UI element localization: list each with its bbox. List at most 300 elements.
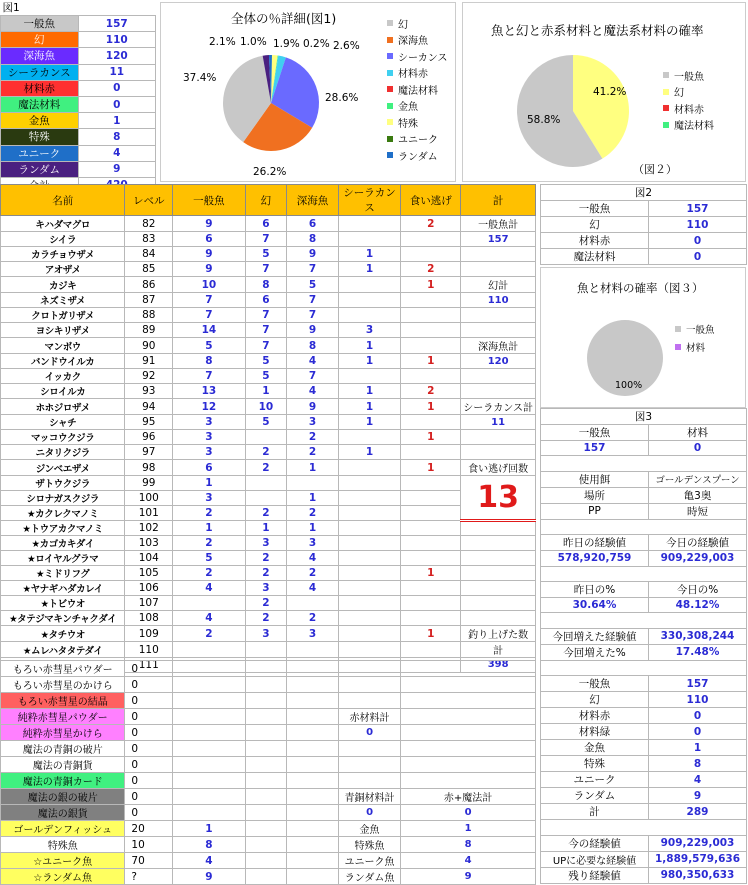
fish-cell (338, 277, 400, 293)
fish-cell: 1 (401, 399, 461, 415)
info-row (541, 471, 747, 487)
legend-swatch (387, 37, 393, 43)
fish-cell: 12 (173, 399, 246, 415)
fish-cell (338, 293, 400, 308)
info-cell: 1 (649, 740, 747, 756)
info-row (541, 708, 747, 724)
summary-value: 110 (78, 32, 156, 48)
table-row (1, 415, 536, 430)
material-name: ☆ランダム魚 (1, 869, 125, 885)
info-cell: 昨日の% (541, 581, 649, 597)
material-level: 0 (125, 805, 173, 821)
fish-name: ★ロイヤルグラマ (1, 551, 125, 566)
fish-cell: 7 (245, 323, 286, 338)
fish-cell: 1 (287, 521, 339, 536)
fish-cell: 1 (338, 262, 400, 277)
fish-name: シロナガスクジラ (1, 491, 125, 506)
material-cell (287, 677, 339, 693)
legend-label: 一般魚 (674, 71, 704, 83)
material-total: 青銅材料計 (338, 789, 400, 805)
table-row (1, 491, 536, 506)
summary-header-row (1, 0, 156, 16)
summary-value: 0 (78, 96, 156, 112)
fish-cell: 4 (287, 551, 339, 566)
fish-cell: 99 (125, 476, 173, 491)
fish-cell (338, 611, 400, 626)
legend-swatch (663, 105, 669, 111)
fish-cell: 7 (245, 338, 286, 354)
material-name: 魔法の青銅貨 (1, 757, 125, 773)
fish-cell (401, 551, 461, 566)
table-row (1, 626, 536, 642)
column-header: シーラカンス (338, 185, 400, 216)
fish-cell (401, 445, 461, 460)
fish-cell: 2 (287, 611, 339, 626)
material-total (338, 693, 400, 709)
fish-cell: 3 (287, 536, 339, 551)
fish-cell (338, 491, 400, 506)
info-cell: 材料緑 (541, 724, 649, 740)
fish-cell: 2 (401, 384, 461, 399)
fish-cell: 9 (287, 247, 339, 262)
fish-cell: 83 (125, 232, 173, 247)
fish-name: ザトウクジラ (1, 476, 125, 491)
fish-cell (338, 460, 400, 476)
material-row (1, 789, 536, 805)
material-cell (245, 757, 286, 773)
material-cell (245, 677, 286, 693)
fish-cell (401, 323, 461, 338)
fish-cell: 10 (245, 399, 286, 415)
fish-cell: 89 (125, 323, 173, 338)
material-row (1, 837, 536, 853)
fish-cell: 1 (401, 460, 461, 476)
fish-cell (338, 626, 400, 642)
fish-cell: 2 (245, 596, 286, 611)
table-row (1, 506, 536, 521)
fig2-label: 魔法材料 (541, 249, 649, 265)
fish-cell: 5 (245, 247, 286, 262)
material-total: 0 (338, 805, 400, 821)
fish-cell (338, 430, 400, 445)
fish-cell (338, 476, 400, 491)
fish-cell: 1 (338, 384, 400, 399)
info-cell: 今回増えた経験値 (541, 628, 649, 644)
fish-cell (401, 369, 461, 384)
material-cell (287, 725, 339, 741)
fig2-label: 材料赤 (541, 233, 649, 249)
fish-cell: 7 (173, 369, 246, 384)
fish-cell (245, 476, 286, 491)
legend-label: シーカンス (398, 52, 448, 64)
info-cell: 578,920,759 (541, 551, 649, 566)
info-cell (541, 820, 747, 835)
info-cell: 9 (649, 788, 747, 804)
fish-cell: 3 (245, 626, 286, 642)
fish-cell: 88 (125, 308, 173, 323)
legend-item (387, 147, 448, 164)
legend-item (387, 98, 448, 115)
total-cell (461, 611, 536, 626)
info-row (541, 804, 747, 820)
material-cell (287, 805, 339, 821)
fish-cell: 8 (173, 354, 246, 369)
fish-cell: 7 (173, 293, 246, 308)
info-cell: ゴールデンスプーン (649, 471, 747, 487)
chart3 (540, 267, 746, 408)
chart2 (462, 2, 746, 182)
fish-name: カジキ (1, 277, 125, 293)
total-cell (461, 536, 536, 551)
summary-value: 9 (78, 161, 156, 177)
material-total: 9 (401, 869, 536, 885)
material-row (1, 853, 536, 869)
total-cell: 一般魚計 (461, 216, 536, 232)
column-header: 幻 (245, 185, 286, 216)
chart2-caption: （図２） (633, 163, 677, 176)
legend-swatch (663, 89, 669, 95)
column-header: 食い逃げ (401, 185, 461, 216)
fish-cell: 111 (125, 658, 173, 673)
material-total (401, 661, 536, 677)
material-name: もろい赤彗星パウダー (1, 661, 125, 677)
fish-cell: 1 (338, 338, 400, 354)
material-level: 0 (125, 789, 173, 805)
chart1-title: 全体の％詳細(図1) (231, 11, 337, 26)
total-cell: 157 (461, 232, 536, 247)
info-cell: 材料 (649, 425, 747, 441)
fish-cell: 96 (125, 430, 173, 445)
fish-cell: 1 (338, 415, 400, 430)
legend-item (663, 117, 714, 134)
material-cell (245, 773, 286, 789)
column-header: 一般魚 (173, 185, 246, 216)
fig2-value: 0 (649, 249, 747, 265)
total-cell (461, 566, 536, 581)
fish-cell (401, 506, 461, 521)
total-cell (461, 308, 536, 323)
material-total: ランダム魚 (338, 869, 400, 885)
legend-label: 材料赤 (674, 104, 704, 116)
table-row (1, 551, 536, 566)
fish-cell (401, 476, 461, 491)
material-total: 0 (401, 805, 536, 821)
fish-cell: 94 (125, 399, 173, 415)
fish-cell: 1 (245, 521, 286, 536)
material-count (173, 757, 246, 773)
fish-cell (245, 642, 286, 658)
info-row (541, 566, 747, 581)
info-row (541, 456, 747, 471)
fish-name: クロトガリザメ (1, 308, 125, 323)
fish-cell: 6 (173, 460, 246, 476)
fish-cell: 102 (125, 521, 173, 536)
fish-cell: 1 (401, 277, 461, 293)
table-row (1, 460, 536, 476)
fish-cell: 7 (287, 308, 339, 323)
fish-name: ★カクレクマノミ (1, 506, 125, 521)
fish-cell: 6 (173, 232, 246, 247)
legend-swatch (387, 20, 393, 26)
fish-name: ★タチウオ (1, 626, 125, 642)
info-cell: ユニーク (541, 772, 649, 788)
fish-name: シロイルカ (1, 384, 125, 399)
material-total: 特殊魚 (338, 837, 400, 853)
material-row (1, 821, 536, 837)
material-cell (287, 853, 339, 869)
info-cell: UPに必要な経験値 (541, 851, 649, 867)
fig2-header: 図2 (541, 185, 747, 201)
pie-label: 28.6% (325, 92, 359, 104)
fish-cell (173, 596, 246, 611)
table-row (1, 384, 536, 399)
info-cell: 金魚 (541, 740, 649, 756)
info-cell: 昨日の経験値 (541, 535, 649, 551)
material-name: 魔法の青銅カード (1, 773, 125, 789)
fig2-header-row (541, 185, 747, 201)
info-row (541, 676, 747, 692)
material-name: ゴールデンフィッシュ (1, 821, 125, 837)
fish-cell: 2 (245, 551, 286, 566)
material-row (1, 709, 536, 725)
summary-table (0, 0, 156, 194)
fish-cell: 7 (287, 369, 339, 384)
material-name: 純粋赤彗星かけら (1, 725, 125, 741)
summary-label: シーラカンス (1, 64, 79, 80)
pie-label: 2.6% (333, 40, 360, 52)
fish-cell: 2 (173, 536, 246, 551)
material-count (173, 661, 246, 677)
summary-value: 11 (78, 64, 156, 80)
legend-label: 特殊 (398, 118, 418, 130)
fish-cell (401, 338, 461, 354)
summary-label: ランダム (1, 161, 79, 177)
info-row (541, 519, 747, 534)
material-cell (287, 757, 339, 773)
fig3-table (540, 408, 747, 884)
fish-cell (245, 430, 286, 445)
info-row (541, 835, 747, 851)
legend-item (387, 32, 448, 49)
info-row (541, 551, 747, 566)
material-total (401, 709, 536, 725)
fish-name: ヨシキリザメ (1, 323, 125, 338)
fish-cell: 2 (287, 430, 339, 445)
pie-label: 1.9% (273, 38, 300, 50)
material-level: 0 (125, 661, 173, 677)
material-row (1, 725, 536, 741)
summary-label: 金魚 (1, 113, 79, 129)
material-level: 70 (125, 853, 173, 869)
material-row (1, 757, 536, 773)
fish-cell (401, 581, 461, 596)
material-cell (245, 661, 286, 677)
fish-cell (338, 232, 400, 247)
fish-name: ニタリクジラ (1, 445, 125, 460)
fish-cell: 1 (401, 626, 461, 642)
material-total (338, 741, 400, 757)
fish-cell: 2 (401, 262, 461, 277)
fig2-table (540, 184, 747, 265)
material-count: 8 (173, 837, 246, 853)
fig2-value: 157 (649, 201, 747, 217)
info-cell: ランダム (541, 788, 649, 804)
material-row (1, 661, 536, 677)
fish-cell: 2 (245, 445, 286, 460)
material-total: 金魚 (338, 821, 400, 837)
table-row (1, 642, 536, 658)
legend-label: 魔法材料 (398, 85, 438, 97)
fish-cell (338, 596, 400, 611)
info-cell: 48.12% (649, 597, 747, 612)
summary-row (1, 32, 156, 48)
fish-name: バンドウイルカ (1, 354, 125, 369)
fish-cell: 4 (173, 581, 246, 596)
fish-cell: 2 (173, 626, 246, 642)
fish-cell: 85 (125, 262, 173, 277)
pie-label: 26.2% (253, 166, 287, 178)
info-row (541, 425, 747, 441)
fish-cell: 3 (245, 581, 286, 596)
legend-item (387, 81, 448, 98)
summary-header: 図1 (2, 2, 20, 14)
summary-row (1, 129, 156, 145)
table-row (1, 430, 536, 445)
fish-cell: 104 (125, 551, 173, 566)
chart3-title: 魚と材料の確率（図３） (577, 281, 704, 295)
info-cell: 909,229,003 (649, 835, 747, 851)
chart2-title: 魚と幻と赤系材料と魔法系材料の確率 (491, 23, 704, 38)
fish-cell: 109 (125, 626, 173, 642)
fish-cell (338, 521, 400, 536)
fish-cell: 2 (173, 566, 246, 581)
info-cell: 1,889,579,636 (649, 851, 747, 867)
info-cell: 亀3奥 (649, 487, 747, 503)
table-row (1, 566, 536, 581)
fish-cell: 1 (338, 445, 400, 460)
info-row (541, 487, 747, 503)
fish-cell (338, 308, 400, 323)
info-row (541, 660, 747, 675)
fish-cell: 5 (245, 369, 286, 384)
material-total (338, 773, 400, 789)
legend-item (387, 48, 448, 65)
fish-cell: 7 (173, 308, 246, 323)
fish-name: ★ヤナギハダカレイ (1, 581, 125, 596)
legend-item (663, 84, 714, 101)
material-cell (287, 661, 339, 677)
fish-cell: 1 (173, 476, 246, 491)
total-cell (461, 551, 536, 566)
material-level: 0 (125, 693, 173, 709)
info-cell (541, 519, 747, 534)
fish-cell: 86 (125, 277, 173, 293)
fish-cell: 7 (245, 308, 286, 323)
total-cell: 食い逃げ回数 (461, 460, 536, 476)
fig2-row (541, 217, 747, 233)
total-cell: 計 (461, 642, 536, 658)
info-row (541, 597, 747, 612)
info-row (541, 581, 747, 597)
fish-cell: 2 (401, 216, 461, 232)
fish-cell: 9 (173, 262, 246, 277)
table-row (1, 476, 536, 491)
fish-cell (401, 596, 461, 611)
fish-cell (401, 536, 461, 551)
fish-cell: 3 (173, 445, 246, 460)
info-row (541, 441, 747, 456)
info-cell: 一般魚 (541, 676, 649, 692)
material-cell (245, 853, 286, 869)
material-cell (245, 821, 286, 837)
fish-cell: 2 (245, 566, 286, 581)
fish-cell: 9 (173, 216, 246, 232)
material-name: 魔法の銀の破片 (1, 789, 125, 805)
fish-cell: 2 (173, 506, 246, 521)
total-cell (461, 369, 536, 384)
column-header: 深海魚 (287, 185, 339, 216)
fish-name: ★トウアカクマノミ (1, 521, 125, 536)
total-cell: 110 (461, 293, 536, 308)
summary-value: 4 (78, 145, 156, 161)
material-level: 0 (125, 741, 173, 757)
summary-value: 120 (78, 48, 156, 64)
material-total (401, 693, 536, 709)
info-cell: 今の経験値 (541, 835, 649, 851)
legend-item (675, 338, 715, 356)
table-row (1, 581, 536, 596)
material-count (173, 741, 246, 757)
info-cell: 一般魚 (541, 425, 649, 441)
fish-cell: 13 (173, 384, 246, 399)
material-total (401, 757, 536, 773)
legend-swatch (387, 103, 393, 109)
material-count (173, 693, 246, 709)
info-cell: 時短 (649, 503, 747, 519)
material-total (338, 757, 400, 773)
info-cell: 今回増えた% (541, 644, 649, 660)
fish-cell: 3 (287, 415, 339, 430)
fish-cell: 6 (287, 216, 339, 232)
fish-name: キハダマグロ (1, 216, 125, 232)
total-cell (461, 384, 536, 399)
column-header: 名前 (1, 185, 125, 216)
summary-row (1, 113, 156, 129)
info-row (541, 756, 747, 772)
summary-label: ユニーク (1, 145, 79, 161)
legend-swatch (663, 122, 669, 128)
material-total (401, 677, 536, 693)
fish-cell: 1 (401, 566, 461, 581)
fish-cell: 5 (287, 277, 339, 293)
fish-cell: 107 (125, 596, 173, 611)
material-level: 0 (125, 677, 173, 693)
material-cell (287, 789, 339, 805)
legend-swatch (387, 70, 393, 76)
fig2-row (541, 201, 747, 217)
info-cell: 980,350,633 (649, 867, 747, 883)
pie-label: 0.2% (303, 38, 330, 50)
summary-value: 1 (78, 113, 156, 129)
material-cell (287, 741, 339, 757)
legend-swatch (387, 152, 393, 158)
summary-label: 一般魚 (1, 16, 79, 32)
table-row (1, 293, 536, 308)
info-cell: 157 (541, 441, 649, 456)
material-total (401, 725, 536, 741)
fish-cell: 4 (287, 581, 339, 596)
total-cell (461, 323, 536, 338)
